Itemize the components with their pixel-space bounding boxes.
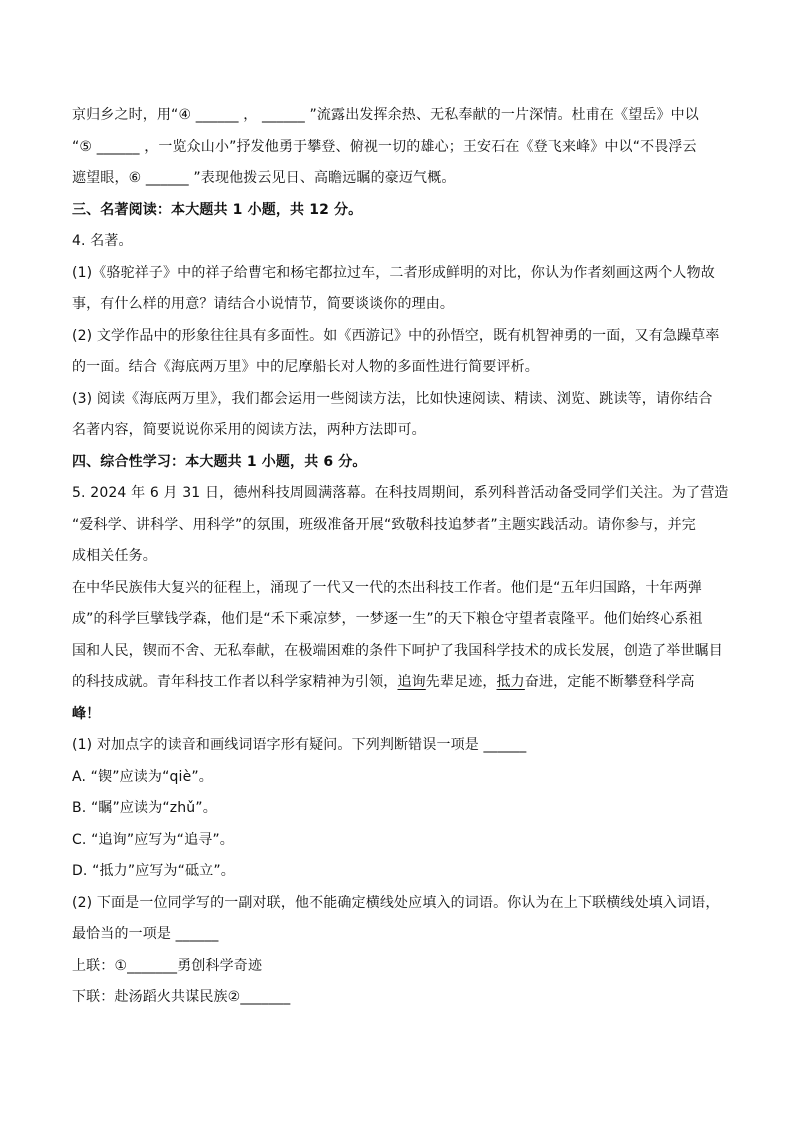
text-line: (1)《骆驼祥子》中的祥子给曹宅和杨宅都拉过车，二者形成鲜明的对比，你认为作者刻画这两个人物故 <box>72 264 715 281</box>
couplet-upper: 上联：①_______勇创科学奇迹 <box>72 957 263 974</box>
text-segment: 先辈足迹， <box>425 674 497 690</box>
text-segment: 的科技成就。青年科技工作者以科学家精神为引领， <box>72 674 398 690</box>
question-4-title: 4. 名著。 <box>72 233 133 249</box>
option-a: A. “锲”应读为“qiè”。 <box>72 768 213 785</box>
text-line: 名著内容，简要说说你采用的阅读方法，两种方法即可。 <box>72 422 426 438</box>
underlined-word-dili: 抵力 <box>496 674 525 690</box>
text-line: (2) 文学作品中的形象往往具有多面性。如《西游记》中的孙悟空，既有机智神勇的一面，又有急躁草率 <box>72 327 720 344</box>
sub-question-2: (2) 下面是一位同学写的一副对联，他不能确定横线处应填入的词语。你认为在上下联横线处填入词语， <box>72 894 720 911</box>
text-line: 的一面。结合《海底两万里》中的尼摩船长对人物的多面性进行简要评析。 <box>72 359 539 375</box>
text-line: “⑤ ______ ，一览众山小”抒发他勇于攀登、俯视一切的雄心；王安石在《登飞来峰》中以“不畏浮云 <box>72 138 697 155</box>
text-line: 在中华民族伟大复兴的征程上，涌现了一代又一代的杰出科技工作者。他们是“五年归国路，十年两弹 <box>72 579 702 596</box>
text-line: (3) 阅读《海底两万里》，我们都会运用一些阅读方法，比如快速阅读、精读、浏览、跳读等，请你结合 <box>72 390 713 407</box>
option-d: D. “抵力”应写为“砥立”。 <box>72 863 235 879</box>
text-line: 京归乡之时，用“④ ______ ， ______ ”流露出发挥余热、无私奉献的一片深情。杜甫在《望岳》中以 <box>72 107 699 123</box>
section-heading-3: 三、名著阅读：本大题共 1 小题，共 12 分。 <box>72 201 363 218</box>
underlined-word-zhuixun: 追询 <box>397 674 426 690</box>
option-c: C. “追询”应写为“追寻”。 <box>72 831 234 848</box>
document-content <box>72 100 729 1014</box>
question-5-intro: 5. 2024 年 6 月 31 日，德州科技周圆满落幕。在科技周期间，系列科普活动备受同学们关注。为了营造 <box>72 485 729 501</box>
text-line: 最恰当的一项是 ______ <box>72 926 219 942</box>
text-line: 遮望眼，⑥ ______ ”表现他拨云见日、高瞻远瞩的豪迈气概。 <box>72 170 456 186</box>
section-heading-4: 四、综合性学习：本大题共 1 小题，共 6 分。 <box>72 453 367 470</box>
text-line: 国和人民，锲而不舍、无私奉献，在极端困难的条件下呵护了我国科学技术的成长发展，创造了举世瞩目 <box>72 642 723 659</box>
text-line: “爱科学、讲科学、用科学”的氛围，班级准备开展“致敬科技追梦者”主题实践活动。请你参与，并完 <box>72 516 696 533</box>
option-b: B. “瞩”应读为“zhǔ”。 <box>72 800 217 816</box>
text-line: 成相关任务。 <box>72 548 157 564</box>
text-line: 成”的科学巨擘钱学森，他们是“禾下乘凉梦，一梦逐一生”的天下粮仓守望者袁隆平。他们始终心系祖 <box>72 611 703 627</box>
text-line-with-underlines <box>72 667 724 699</box>
text-segment: 奋进，定能不断攀登科学高 <box>524 674 695 690</box>
text-line: 峰！ <box>72 705 101 722</box>
sub-question-1: (1) 对加点字的读音和画线词语字形有疑问。下列判断错误一项是 ______ <box>72 737 527 753</box>
text-line: 事，有什么样的用意？请结合小说情节，简要谈谈你的理由。 <box>72 296 455 312</box>
couplet-lower: 下联：赴汤蹈火共谋民族②_______ <box>72 989 291 1005</box>
